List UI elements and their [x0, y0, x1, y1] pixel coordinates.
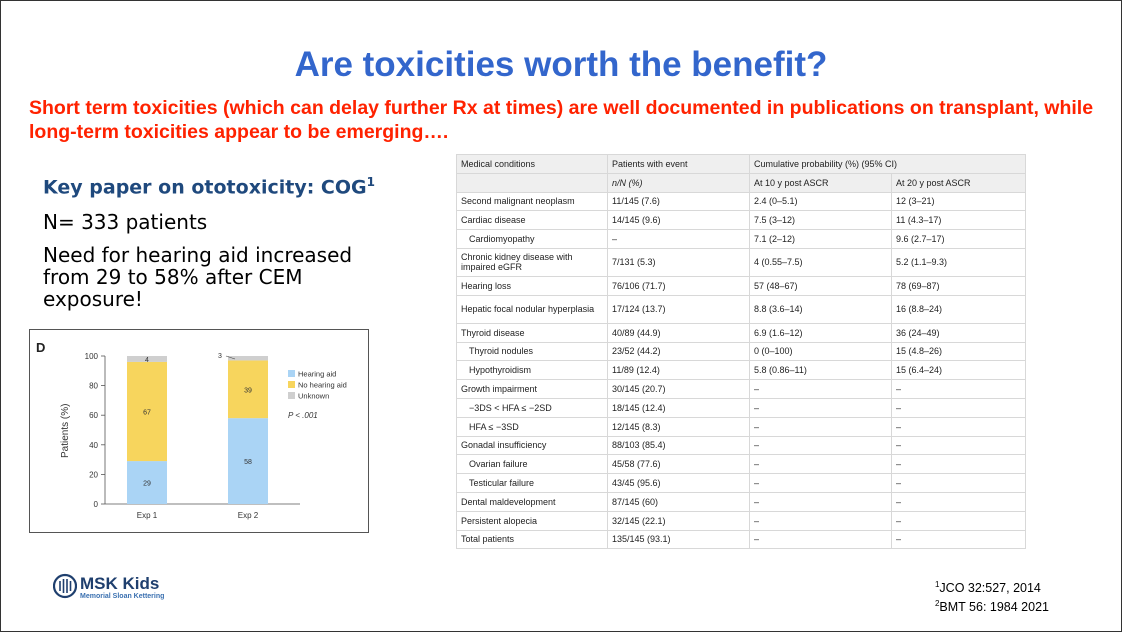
ten-year-cell: 4 (0.55–7.5) [750, 248, 892, 276]
table-row [457, 323, 1026, 342]
chart-y-tick-label: 0 [93, 500, 98, 509]
chart-y-tick-label: 100 [84, 352, 98, 361]
twenty-year-cell: 11 (4.3–17) [892, 211, 1026, 230]
ten-year-cell: 7.5 (3–12) [750, 211, 892, 230]
chart-data-label: 29 [143, 480, 151, 488]
msk-logo-icon [53, 573, 77, 599]
chart-y-tick-label: 20 [89, 470, 98, 480]
twenty-year-cell: – [892, 417, 1026, 436]
ten-year-cell: – [750, 380, 892, 399]
event-cell: 14/145 (9.6) [608, 211, 750, 230]
twenty-year-cell: – [892, 511, 1026, 530]
condition-cell: Cardiac disease [457, 211, 608, 230]
condition-cell: Chronic kidney disease with impaired eGFR [457, 248, 608, 276]
ten-year-cell: 6.9 (1.6–12) [750, 323, 892, 342]
twenty-year-cell: 5.2 (1.1–9.3) [892, 248, 1026, 276]
slide-title: Are toxicities worth the benefit? [294, 45, 828, 84]
ten-year-cell: 57 (48–67) [750, 276, 892, 295]
chart-x-tick-label: Exp 1 [136, 511, 158, 520]
medical-conditions-table [456, 154, 1026, 549]
chart-data-label: 67 [143, 409, 151, 417]
twenty-year-cell: – [892, 398, 1026, 417]
condition-cell: Growth impairment [457, 380, 608, 399]
chart-svg [30, 330, 368, 532]
condition-cell: Persistent alopecia [457, 511, 608, 530]
ten-year-cell: – [750, 474, 892, 493]
twenty-year-cell: – [892, 436, 1026, 455]
event-cell: 76/106 (71.7) [608, 276, 750, 295]
twenty-year-cell: – [892, 530, 1026, 549]
chart-x-tick-label: Exp 2 [237, 511, 259, 520]
condition-cell: Hearing loss [457, 276, 608, 295]
table-row [457, 530, 1026, 549]
event-cell: 32/145 (22.1) [608, 511, 750, 530]
chart-y-axis-label: Patients (%) [60, 403, 71, 458]
condition-cell: Dental maldevelopment [457, 492, 608, 511]
ten-year-cell: 8.8 (3.6–14) [750, 295, 892, 323]
ten-year-cell: – [750, 398, 892, 417]
header-patients-with-event: Patients with event [608, 155, 750, 174]
chart-p-value-annotation: P < .001 [288, 411, 318, 420]
chart-x-labels [137, 511, 259, 520]
table-row [457, 455, 1026, 474]
chart-data-label: 4 [145, 356, 149, 364]
table-row [457, 361, 1026, 380]
table-header-row [457, 155, 1026, 174]
condition-cell: Cardiomyopathy [457, 230, 608, 249]
ten-year-cell: 5.8 (0.86–11) [750, 361, 892, 380]
twenty-year-cell: – [892, 474, 1026, 493]
reference-1-text: JCO 32:527, 2014 [939, 581, 1041, 596]
condition-cell: Second malignant neoplasm [457, 192, 608, 211]
chart-bars [127, 353, 268, 504]
table-row [457, 436, 1026, 455]
table-row [457, 276, 1026, 295]
chart-y-tick-label: 60 [89, 411, 98, 421]
chart-data-label: 58 [244, 459, 252, 467]
table-row [457, 417, 1026, 436]
chart-legend-swatch [288, 392, 295, 399]
table-row [457, 398, 1026, 417]
hearing-aid-chart [29, 329, 369, 533]
slide-subtitle: Short term toxicities (which can delay further Rx at times) are well documented in publications on transplant, while long-term toxicities appear to be emerging…. [29, 97, 1094, 143]
subheader-n-over-n: n/N (%) [608, 173, 750, 192]
chart-data-label: 39 [244, 387, 252, 395]
twenty-year-cell: 15 (4.8–26) [892, 342, 1026, 361]
chart-y-ticks [85, 352, 105, 509]
event-cell: 30/145 (20.7) [608, 380, 750, 399]
chart-data-label: 3 [218, 353, 222, 360]
table-body [457, 155, 1026, 549]
chart-legend [288, 370, 347, 401]
chart-panel-label: D [36, 340, 46, 355]
twenty-year-cell: – [892, 380, 1026, 399]
twenty-year-cell: 36 (24–49) [892, 323, 1026, 342]
condition-cell: HFA ≤ −3SD [457, 417, 608, 436]
table-row [457, 511, 1026, 530]
subheader-10-year: At 10 y post ASCR [750, 173, 892, 192]
twenty-year-cell: – [892, 455, 1026, 474]
condition-cell: Hepatic focal nodular hyperplasia [457, 295, 608, 323]
subheader-empty [457, 173, 608, 192]
event-cell: 12/145 (8.3) [608, 417, 750, 436]
reference-2-sup: 2 [934, 599, 940, 609]
chart-legend-swatch [288, 381, 295, 388]
table-row [457, 342, 1026, 361]
table-row [457, 492, 1026, 511]
condition-cell: Thyroid disease [457, 323, 608, 342]
event-cell: 11/89 (12.4) [608, 361, 750, 380]
condition-cell: Gonadal insufficiency [457, 436, 608, 455]
chart-y-tick-label: 40 [89, 440, 98, 450]
ten-year-cell: 2.4 (0–5.1) [750, 192, 892, 211]
event-cell: 87/145 (60) [608, 492, 750, 511]
key-paper-heading [43, 175, 375, 198]
chart-bar-segment [228, 356, 268, 360]
table-row [457, 380, 1026, 399]
chart-legend-label: No hearing aid [298, 380, 347, 390]
table-row [457, 211, 1026, 230]
header-cumulative-probability: Cumulative probability (%) (95% CI) [750, 155, 1026, 174]
chart-y-tick-label: 80 [89, 381, 98, 391]
twenty-year-cell: 15 (6.4–24) [892, 361, 1026, 380]
event-cell: 11/145 (7.6) [608, 192, 750, 211]
event-cell: 7/131 (5.3) [608, 248, 750, 276]
condition-cell: Ovarian failure [457, 455, 608, 474]
logo-name: MSK Kids [80, 574, 160, 593]
table-row [457, 248, 1026, 276]
ten-year-cell: – [750, 455, 892, 474]
condition-cell: Total patients [457, 530, 608, 549]
table-row [457, 295, 1026, 323]
patient-count: N= 333 patients [43, 210, 208, 234]
event-cell: 135/145 (93.1) [608, 530, 750, 549]
ten-year-cell: – [750, 492, 892, 511]
twenty-year-cell: 9.6 (2.7–17) [892, 230, 1026, 249]
table-row [457, 192, 1026, 211]
msk-kids-logo [53, 573, 213, 603]
ten-year-cell: – [750, 436, 892, 455]
key-paper-text: Key paper on ototoxicity: COG [43, 176, 367, 199]
table-row [457, 474, 1026, 493]
event-cell: 45/58 (77.6) [608, 455, 750, 474]
table-subheader-row [457, 173, 1026, 192]
key-paper-superscript: 1 [366, 175, 375, 189]
reference-2 [935, 596, 1049, 615]
condition-cell: −3DS < HFA ≤ −2SD [457, 398, 608, 417]
twenty-year-cell: – [892, 492, 1026, 511]
condition-cell: Testicular failure [457, 474, 608, 493]
condition-cell: Thyroid nodules [457, 342, 608, 361]
twenty-year-cell: 78 (69–87) [892, 276, 1026, 295]
ten-year-cell: 0 (0–100) [750, 342, 892, 361]
event-cell: 43/45 (95.6) [608, 474, 750, 493]
chart-legend-label: Unknown [298, 391, 330, 401]
reference-2-text: BMT 56: 1984 2021 [939, 600, 1049, 615]
event-cell: 23/52 (44.2) [608, 342, 750, 361]
references [935, 577, 1049, 615]
chart-legend-swatch [288, 370, 295, 377]
event-cell: – [608, 230, 750, 249]
logo-subtitle: Memorial Sloan Kettering [80, 593, 165, 600]
event-cell: 40/89 (44.9) [608, 323, 750, 342]
event-cell: 18/145 (12.4) [608, 398, 750, 417]
ten-year-cell: – [750, 530, 892, 549]
ten-year-cell: 7.1 (2–12) [750, 230, 892, 249]
reference-1-sup: 1 [934, 580, 940, 589]
subheader-20-year: At 20 y post ASCR [892, 173, 1026, 192]
condition-cell: Hypothyroidism [457, 361, 608, 380]
header-medical-conditions: Medical conditions [457, 155, 608, 174]
event-cell: 17/124 (13.7) [608, 295, 750, 323]
hearing-aid-finding: Need for hearing aid increased from 29 to 58% after CEM exposure! [43, 243, 353, 311]
reference-1 [935, 577, 1049, 596]
twenty-year-cell: 12 (3–21) [892, 192, 1026, 211]
table-row [457, 230, 1026, 249]
ten-year-cell: – [750, 417, 892, 436]
event-cell: 88/103 (85.4) [608, 436, 750, 455]
ten-year-cell: – [750, 511, 892, 530]
chart-legend-label: Hearing aid [298, 369, 337, 379]
twenty-year-cell: 16 (8.8–24) [892, 295, 1026, 323]
